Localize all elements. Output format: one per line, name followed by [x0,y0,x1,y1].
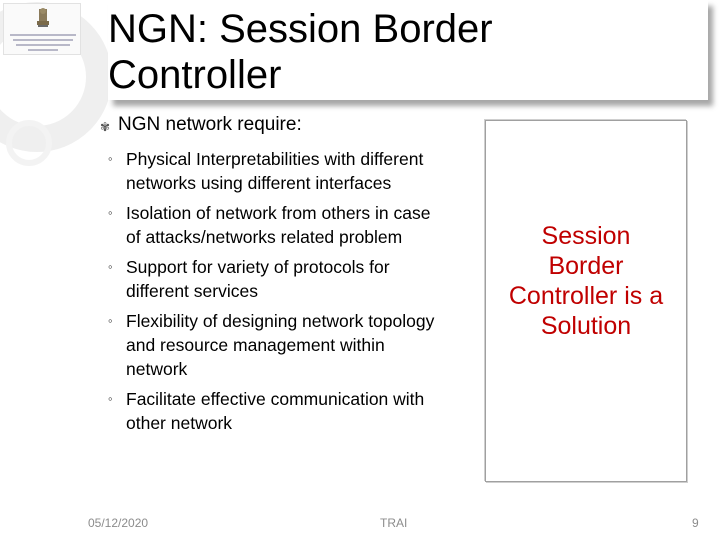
circle-bullet-icon: ◦ [108,205,113,220]
bullet-icon: ✾ [100,120,111,134]
content-area [100,113,438,441]
organization-logo [3,3,81,55]
sub-bullet-text: Isolation of network from others in case of attacks/networks related problem [126,203,431,247]
circle-bullet-icon: ◦ [108,259,113,274]
footer-date: 05/12/2020 [88,516,149,530]
emblem-icon [36,7,50,29]
decorative-ring-small [6,120,52,166]
footer-page-number: 9 [692,516,699,530]
sub-bullet-text: Flexibility of designing network topology and resource management within network [126,311,435,379]
circle-bullet-icon: ◦ [108,151,113,166]
sub-bullet-text: Physical Interpretabilities with different networks using different interfaces [126,149,424,193]
main-bullet [100,113,438,139]
sub-bullet-item [100,147,438,195]
sub-bullet-list [100,147,438,435]
circle-bullet-icon: ◦ [108,391,113,406]
main-bullet-text: NGN network require: [118,114,302,135]
sub-bullet-item [100,309,438,381]
footer-organization: TRAI [380,516,408,530]
callout-box [485,120,687,482]
sub-bullet-text: Support for variety of protocols for different services [126,257,390,301]
sub-bullet-text: Facilitate effective communication with other network [126,389,425,433]
sub-bullet-item [100,255,438,303]
sub-bullet-item [100,201,438,249]
callout-text: Session Border Controller is a Solution [508,222,664,340]
title-box [108,0,708,100]
sub-bullet-item [100,387,438,435]
slide-title: NGN: Session Border Controller [108,7,493,97]
circle-bullet-icon: ◦ [108,313,113,328]
